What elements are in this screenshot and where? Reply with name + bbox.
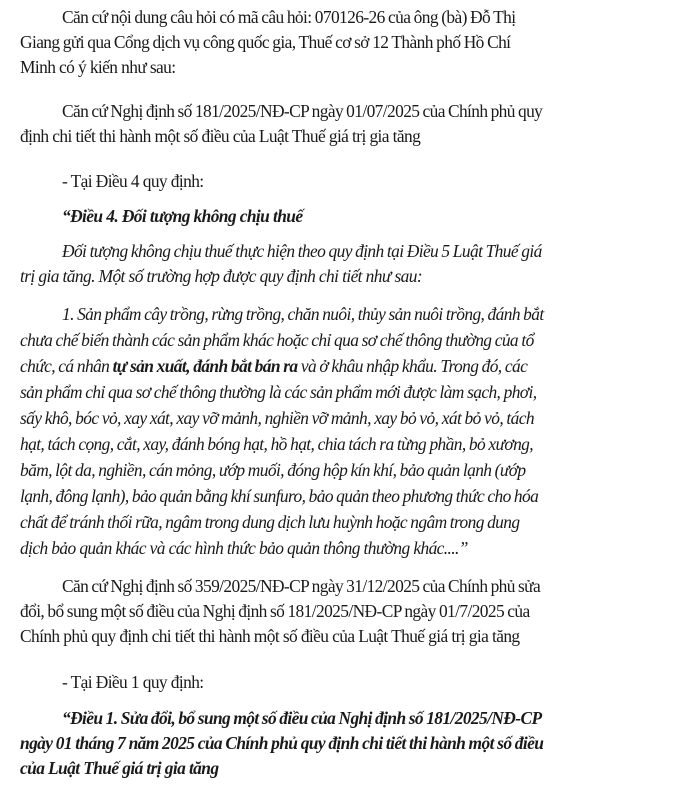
- text-run: Minh có ý kiến như sau:: [20, 57, 176, 77]
- text-run: sản phẩm chỉ qua sơ chế thông thường là các sản phẩm mới được làm sạch, phơi,: [20, 382, 537, 402]
- text-run: “Điều 4. Đối tượng không chịu thuế: [62, 206, 303, 226]
- text-line: [20, 354, 689, 380]
- text-run: đổi, bổ sung một số điều của Nghị định số 181/2025/NĐ-CP ngày 01/7/2025 của: [20, 601, 530, 621]
- text-line: [20, 380, 689, 406]
- text-run: Căn cứ Nghị định số 359/2025/NĐ-CP ngày 31/12/2025 của Chính phủ sửa: [62, 576, 541, 596]
- text-run: lạnh, đông lạnh), bảo quản bằng khí sunfuro, bảo quản theo phương thức cho hóa: [20, 486, 539, 506]
- text-run: Chính phủ quy định chi tiết thi hành một số điều của Luật Thuế giá trị gia tăng: [20, 626, 520, 646]
- text-run: “Điều 1. Sửa đổi, bổ sung một số điều của Nghị định số 181/2025/NĐ-CP: [62, 708, 542, 728]
- text-run: - Tại Điều 1 quy định:: [62, 672, 204, 692]
- text-line: [62, 99, 689, 125]
- text-run: chưa chế biến thành các sản phẩm khác hoặc chỉ qua sơ chế thông thường của tổ: [20, 330, 534, 350]
- text-line: [20, 536, 689, 562]
- text-line: [20, 731, 689, 757]
- text-run: và ở khâu nhập khẩu. Trong đó, các: [297, 356, 528, 376]
- text-run: hạt, tách cọng, cắt, xay, đánh bóng hạt, hồ hạt, chia tách ra từng phần, bỏ xương,: [20, 434, 534, 454]
- text-line: [20, 624, 689, 650]
- text-line: [20, 484, 689, 510]
- text-line: [62, 169, 689, 195]
- text-run: Căn cứ Nghị định số 181/2025/NĐ-CP ngày 01/07/2025 của Chính phủ quy: [62, 101, 543, 121]
- text-line: [62, 5, 689, 31]
- text-line: [62, 574, 689, 600]
- text-run: băm, lột da, nghiền, cán mỏng, ướp muối, đóng hộp kín khí, bảo quản lạnh (ướp: [20, 460, 526, 480]
- text-line: [20, 756, 689, 782]
- text-line: [62, 239, 689, 265]
- text-run: Căn cứ nội dung câu hỏi có mã câu hỏi: 070126-26 của ông (bà) Đỗ Thị: [62, 7, 516, 27]
- text-run: của Luật Thuế giá trị gia tăng: [20, 758, 219, 778]
- text-run: Giang gửi qua Cổng dịch vụ công quốc gia, Thuế cơ sở 12 Thành phố Hồ Chí: [20, 32, 511, 52]
- text-line: [20, 432, 689, 458]
- text-line: [20, 30, 689, 56]
- text-line: [20, 406, 689, 432]
- text-run: chất để tránh thối rữa, ngâm trong dung dịch lưu huỳnh hoặc ngâm trong dung: [20, 512, 520, 532]
- text-line: [20, 510, 689, 536]
- text-line: [62, 302, 689, 328]
- text-line: [20, 264, 689, 290]
- text-run: sấy khô, bóc vỏ, xay xát, xay vỡ mảnh, nghiền vỡ mảnh, xay bỏ vỏ, xát bỏ vỏ, tách: [20, 408, 534, 428]
- text-line: [62, 670, 689, 696]
- text-run: dịch bảo quản khác và các hình thức bảo quản thông thường khác....”: [20, 538, 468, 558]
- text-line: [62, 204, 689, 230]
- text-line: [20, 55, 689, 81]
- text-run: định chi tiết thi hành một số điều của Luật Thuế giá trị gia tăng: [20, 126, 421, 146]
- text-run: - Tại Điều 4 quy định:: [62, 171, 204, 191]
- text-run: 1. Sản phẩm cây trồng, rừng trồng, chăn nuôi, thủy sản nuôi trồng, đánh bắt: [62, 304, 544, 324]
- text-line: [20, 599, 689, 625]
- text-run: tự sản xuất, đánh bắt bán ra: [112, 356, 298, 376]
- text-line: [20, 124, 689, 150]
- text-line: [20, 458, 689, 484]
- text-line: [62, 706, 689, 732]
- text-run: trị gia tăng. Một số trường hợp được quy định chi tiết như sau:: [20, 266, 423, 286]
- text-run: chức, cá nhân: [20, 356, 113, 376]
- text-line: [20, 328, 689, 354]
- text-run: ngày 01 tháng 7 năm 2025 của Chính phủ quy định chi tiết thi hành một số điều: [20, 733, 544, 753]
- text-run: Đối tượng không chịu thuế thực hiện theo quy định tại Điều 5 Luật Thuế giá: [62, 241, 542, 261]
